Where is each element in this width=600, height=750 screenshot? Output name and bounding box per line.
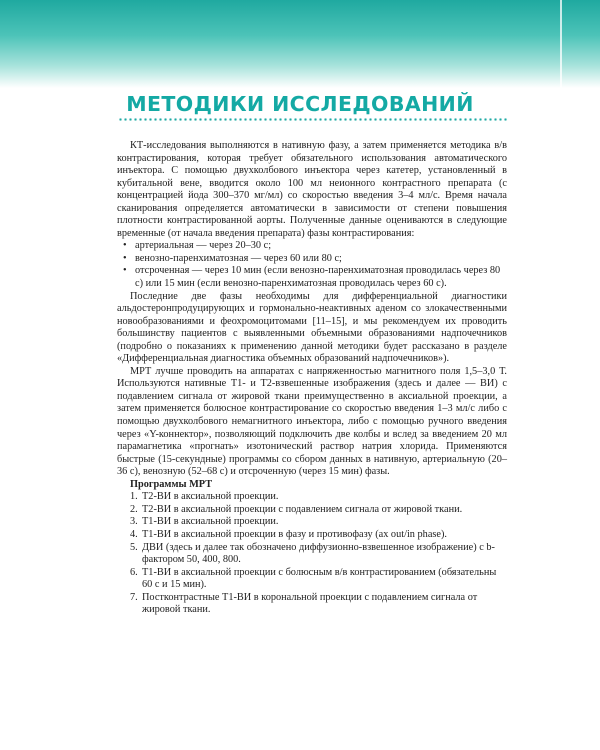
- header-band: [0, 0, 600, 88]
- program-text: Т1-ВИ в аксиальной проекции.: [142, 516, 279, 528]
- program-text: Т2-ВИ в аксиальной проекции с подавлением сигнала от жировой ткани.: [142, 503, 463, 515]
- program-number: 6.: [130, 566, 138, 578]
- paragraph-ct: КТ-исследования выполняются в нативную фазу, а затем применяется методика в/в контрастирования, которая требует обязательного использования автоматического инъектора. С помощью двухколбового инъектора через катетер, установленный в кубитальной вене, вводится около 100 мл неионного контрастного препарата (с концентрацией йода 300–370 мг/мл) со скоростью введения 3–4 мл/с. Время начала сканирования определяется автоматически в зависимости от степени повышения плотности контрастированной аорты. Полученные данные оцениваются в следующие временные (от начала введения препарата) фазы контрастирования:: [117, 140, 507, 239]
- program-number: 7.: [130, 591, 138, 603]
- program-text: Т1-ВИ в аксиальной проекции в фазу и противофазу (ax out/in phase).: [142, 528, 447, 540]
- program-text: Т1-ВИ в аксиальной проекции с болюсным в/в контрастированием (обязательны 60 с и 15 мин).: [142, 566, 497, 591]
- program-text: Постконтрастные Т1-ВИ в корональной проекции с подавлением сигнала от жировой ткани.: [142, 591, 478, 616]
- program-number: 3.: [130, 516, 138, 528]
- program-item: [130, 592, 507, 617]
- program-number: 5.: [130, 541, 138, 553]
- program-number: 4.: [130, 528, 138, 540]
- program-item: [130, 491, 507, 504]
- programs-list: [117, 491, 507, 616]
- program-item: [130, 529, 507, 542]
- program-number: 2.: [130, 503, 138, 515]
- program-text: Т2-ВИ в аксиальной проекции.: [142, 491, 279, 503]
- paragraph-mri: МРТ лучше проводить на аппаратах с напряженностью магнитного поля 1,5–3,0 Т. Используются нативные Т1- и Т2-взвешенные изображения (здесь и далее — ВИ) с подавлением сигнала от жировой ткани преимущественно в аксиальной проекции, а затем применяется болюсное контрастирование со скоростью введения 1–3 мл/с либо с помощью двухколбового немагнитного инъектора, либо с помощью ручного введения через «Y-коннектор», позволяющий подключить две колбы и вслед за введением 20 мл парамагнетика «прогнать» изотонический раствор натрия хлорида. Применяются быстрые (15-секундные) программы со сбором данных в нативную, артериальную (20–36 с), венозную (52–68 с) и отсроченную (через 15 мин) фазы.: [117, 365, 507, 478]
- program-item: [130, 542, 507, 567]
- paragraph-phases: Последние две фазы необходимы для дифференциальной диагностики альдостеронпродуцирующих и гормонально-неактивных аденом со злокачественными новообразованиями и феохромоцитомами [11–15], и мы рекомендуем их проводить большинству пациентов с выявленными объемными образованиями надпочечников (подробно о показаниях к применению данной методики будет рассказано в разделе «Дифференциальная диагностика объемных образований надпочечников»).: [117, 290, 507, 365]
- phase-item: • артериальная — через 20–30 с;: [122, 240, 507, 253]
- page-content: [117, 140, 507, 617]
- phase-item: • отсроченная — через 10 мин (если венозно-паренхиматозная проводилась через 80 с) или 15 мин (если венозно-паренхиматозная проводилась через 60 с).: [122, 265, 507, 290]
- program-text: ДВИ (здесь и далее так обозначено диффузионно-взвешенное изображение) с b-фактором 50, 400, 800.: [142, 541, 495, 566]
- program-item: [130, 504, 507, 517]
- program-item: [130, 567, 507, 592]
- program-item: [130, 516, 507, 529]
- programs-heading: Программы МРТ: [130, 478, 213, 490]
- phase-item: • венозно-паренхиматозная — через 60 или 80 с;: [122, 253, 507, 266]
- program-number: 1.: [130, 491, 138, 503]
- section-title: МЕТОДИКИ ИССЛЕДОВАНИЙ: [126, 92, 474, 116]
- dotted-divider: [118, 118, 508, 121]
- header-side-stripe: [560, 0, 562, 90]
- phase-list: [117, 240, 507, 290]
